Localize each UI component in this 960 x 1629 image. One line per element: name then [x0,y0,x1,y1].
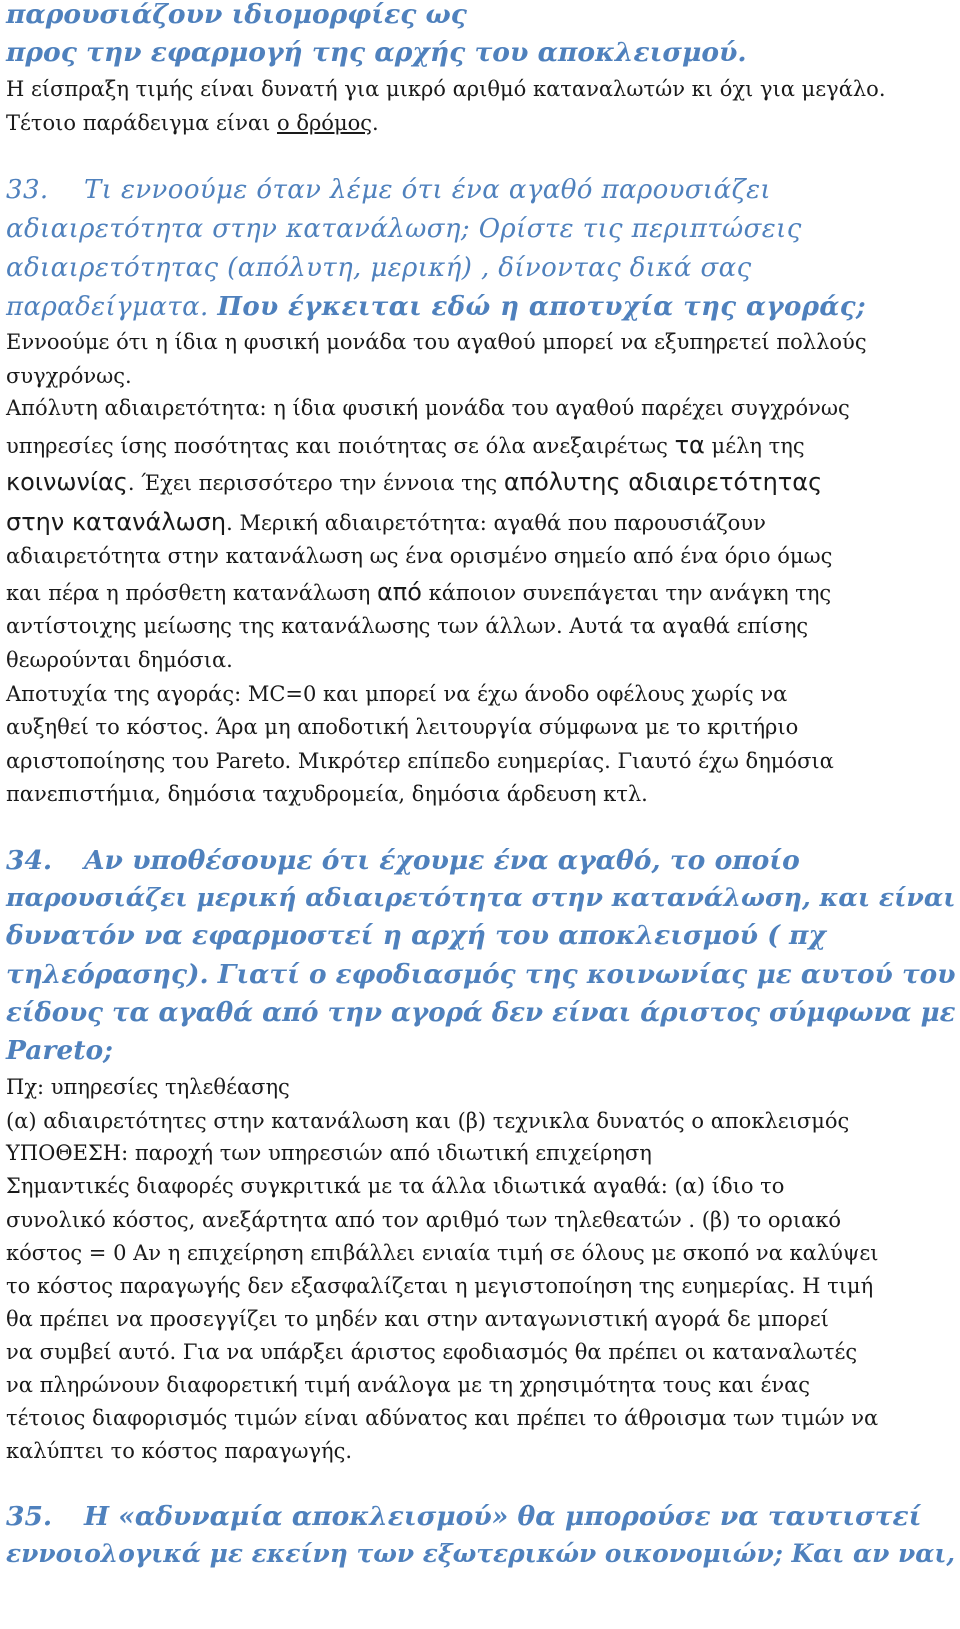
answer-line: πανεπιστήμια, δημόσια ταχυδρομεία, δημόσια άρδευση κτλ. [6,782,648,806]
question-text: τηλεόρασης). [6,959,218,990]
answer-line: καλύπτει το κόστος παραγωγής. [6,1439,353,1463]
answer-line: (α) αδιαιρετότητες στην κατανάλωση και (β) τεχνικλα δυνατός ο αποκλεισμός [6,1109,850,1133]
question-33-heading-line-4 [6,294,866,320]
question-33-heading-line-1 [6,177,771,203]
answer-line: να συμβεί αυτό. Για να υπάρξει άριστος εφοδιασμός θα πρέπει οι καταναλωτές [6,1340,858,1364]
answer-line: συνολικό κόστος, ανεξάρτητα από τον αριθμό των τηλεθεατών . (β) το οριακό [6,1208,842,1232]
text-run: . [372,111,379,135]
text-run: μέλη της [704,434,805,458]
question-34-heading-line-2: παρουσιάζει μερική αδιαιρετότητα στην κατανάλωση, και είναι [6,882,956,912]
question-34-heading-line-6: Pareto; [6,1035,113,1066]
question-33-heading-line-3: αδιαιρετότητας (απόλυτη, μερική) , δίνοντας δικά σας [6,253,752,283]
section-heading-line: προς την εφαρμογή της αρχής του αποκλεισμού. [6,37,747,68]
answer-line: θα πρέπει να προσεγγίζει το μηδέν και στην ανταγωνιστική αγορά δε μπορεί [6,1307,829,1331]
answer-line: το κόστος παραγωγής δεν εξασφαλίζεται η μεγιστοποίηση της ευημερίας. Η τιμή [6,1274,874,1298]
paragraph-line [6,113,379,134]
text-run-large: στην κατανάλωση [6,508,227,536]
text-run: υπηρεσίες ίσης ποσότητας και ποιότητας σε όλα ανεξαιρέτως [6,434,675,458]
answer-line [6,433,805,457]
text-run-large: τα [674,431,705,459]
answer-line: αντίστοιχης μείωσης της κατανάλωσης των άλλων. Αυτά τα αγαθά επίσης [6,614,809,638]
answer-line [6,510,766,534]
underlined-term: ο δρόμος [277,111,373,135]
answer-line: θεωρούνται δημόσια. [6,648,233,672]
question-34-heading-line-4 [6,959,956,990]
question-text: Η «αδυναμία αποκλεισμού» θα μπορούσε να ταυτιστεί [84,1501,922,1532]
question-number: 34. [6,845,53,876]
section-heading-line: παρουσιάζουν ιδιομορφίες ως [6,0,467,30]
answer-line: κόστος = 0 Αν η επιχείρηση επιβάλλει ενιαία τιμή σε όλους με σκοπό να καλύψει [6,1241,879,1265]
answer-line: τέτοιος διαφορισμός τιμών είναι αδύνατος και πρέπει το άθροισμα των τιμών να [6,1406,879,1430]
answer-line: Σημαντικές διαφορές συγκριτικά με τα άλλα ιδιωτικά αγαθά: (α) ίδιο το [6,1174,785,1198]
question-subquestion: Που έγκειται εδώ η αποτυχία της αγοράς; [217,292,867,322]
question-35-heading-line-1 [6,1501,922,1532]
answer-line: ΥΠΟΘΕΣΗ: παροχή των υπηρεσιών από ιδιωτική επιχείρηση [6,1141,652,1165]
question-number: 33. [6,175,49,205]
text-run: και πέρα η πρόσθετη κατανάλωση [6,581,377,605]
text-run: Τέτοιο παράδειγμα είναι [6,111,277,135]
paragraph-line: Η είσπραξη τιμής είναι δυνατή για μικρό αριθμό καταναλωτών κι όχι για μεγάλο. [6,77,886,101]
question-34-heading-line-5: είδους τα αγαθά από την αγορά δεν είναι άριστος σύμφωνα με [6,998,956,1028]
question-34-heading-line-3: δυνατόν να εφαρμοστεί η αρχή του αποκλεισμού ( πχ [6,920,826,951]
answer-line: Εννοούμε ότι η ίδια η φυσική μονάδα του αγαθού μπορεί να εξυπηρετεί πολλούς [6,330,867,354]
question-text: παραδείγματα. [6,292,218,322]
answer-line: αυξηθεί το κόστος. Άρα μη αποδοτική λειτουργία σύμφωνα με το κριτήριο [6,715,799,739]
answer-line: Απόλυτη αδιαιρετότητα: η ίδια φυσική μονάδα του αγαθού παρέχει συγχρόνως [6,396,850,420]
answer-line: αδιαιρετότητα στην κατανάλωση ως ένα ορισμένο σημείο από ένα όριο όμως [6,544,833,568]
answer-line: Πχ: υπηρεσίες τηλεθέασης [6,1075,290,1099]
question-34-heading-line-1 [6,845,800,876]
question-subquestion: Γιατί ο εφοδιασμός της κοινωνίας με αυτού του [217,959,956,990]
text-run: . Έχει περισσότερο την έννοια της [127,471,504,495]
question-text: Αν υποθέσουμε ότι έχουμε ένα αγαθό, το οποίο [84,845,800,876]
question-33-heading-line-2: αδιαιρετότητα στην κατανάλωση; Ορίστε τις περιπτώσεις [6,214,802,244]
answer-line [6,470,822,494]
question-35-heading-line-2: εννοιολογικά με εκείνη των εξωτερικών οικονομιών; Και αν ναι, [6,1539,956,1568]
question-number: 35. [6,1501,53,1532]
text-run-large: κοινωνίας [6,468,128,496]
text-run-large: απόλυτης αδιαιρετότητας [503,468,823,496]
answer-line: Αποτυχία της αγοράς: MC=0 και μπορεί να έχω άνοδο οφέλους χωρίς να [6,682,788,706]
text-run: . Μερική αδιαιρετότητα: αγαθά που παρουσιάζουν [226,511,766,535]
question-text: Τι εννοούμε όταν λέμε ότι ένα αγαθό παρουσιάζει [84,175,772,205]
text-run: κάποιον συνεπάγεται την ανάγκη της [421,581,832,605]
answer-line: να πληρώνουν διαφορετική τιμή ανάλογα με τη χρησιμότητα τους και ένας [6,1373,811,1397]
answer-line: συγχρόνως. [6,364,132,388]
text-run-large: από [376,578,422,606]
answer-line [6,580,831,604]
answer-line: αριστοποίησης του Pareto. Μικρότερ επίπεδο ευημερίας. Γιαυτό έχω δημόσια [6,749,834,773]
